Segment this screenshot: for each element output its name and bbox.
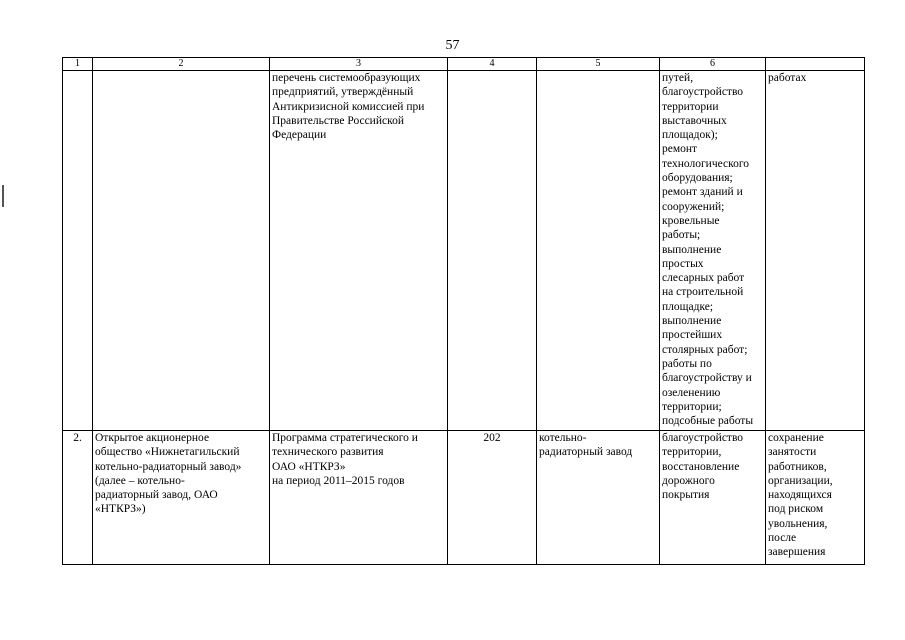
column-header-6: 6	[660, 58, 766, 71]
column-header-7	[766, 58, 865, 71]
row-number-cell: 2.	[63, 431, 93, 565]
column-number-row	[63, 58, 865, 71]
enterprise-cell	[93, 71, 270, 431]
page-number: 57	[445, 38, 460, 53]
works-cell: путей, благоустройство территории выставочных площадок); ремонт технологического оборудования; ремонт зданий и сооружений; кровельные работы; выполнение простых слесарных работ на строительной площадке; выполнение простейших столярных работ; работы по благоустройству и озеленению территории; подсобные работы	[660, 71, 766, 431]
column-header-4: 4	[448, 58, 537, 71]
value-cell: 202	[448, 431, 537, 565]
works-cell: благоустройство территории, восстановление дорожного покрытия	[660, 431, 766, 565]
program-cell: перечень системообразующих предприятий, утверждённый Антикризисной комиссией при Правительстве Российской Федерации	[270, 71, 448, 431]
goal-cell: работах	[766, 71, 865, 431]
location-cell	[537, 71, 660, 431]
goal-cell: сохранение занятости работников, организации, находящихся под риском увольнения, после завершения	[766, 431, 865, 565]
table-row	[63, 431, 865, 565]
enterprise-cell: Открытое акционерное общество «Нижнетагильский котельно-радиаторный завод» (далее – котельно- радиаторный завод, ОАО «НТКРЗ»)	[93, 431, 270, 565]
column-header-2: 2	[93, 58, 270, 71]
table-row	[63, 71, 865, 431]
column-header-3: 3	[270, 58, 448, 71]
column-header-1: 1	[63, 58, 93, 71]
program-cell: Программа стратегического и технического развития ОАО «НТКРЗ» на период 2011–2015 годов	[270, 431, 448, 565]
row-number-cell	[63, 71, 93, 431]
location-cell: котельно- радиаторный завод	[537, 431, 660, 565]
column-header-5: 5	[537, 58, 660, 71]
value-cell	[448, 71, 537, 431]
document-table	[62, 57, 865, 565]
scan-margin-mark	[2, 185, 4, 207]
